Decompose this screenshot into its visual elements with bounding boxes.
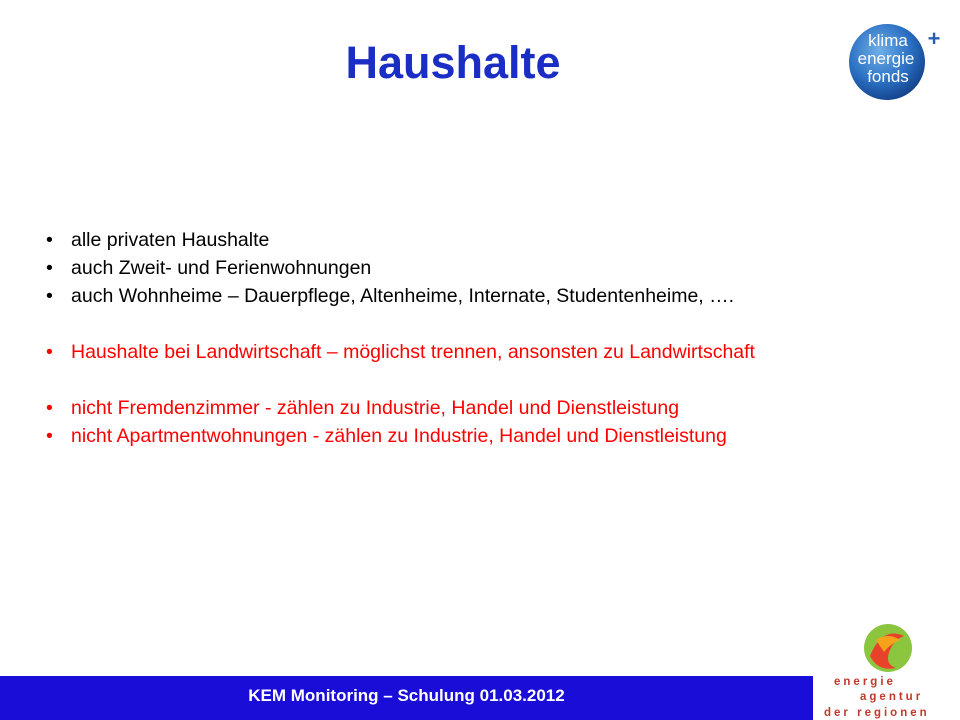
svg-text:energie: energie [857,49,915,68]
svg-text:+: + [927,26,941,51]
slide-title: Haushalte [345,37,561,88]
bullet-item [46,226,926,254]
bullet-spacer [46,366,926,394]
bullet-item [46,282,926,310]
svg-text:fonds: fonds [867,67,909,86]
energie-agentur-logo [824,620,958,720]
bullet-text: alle privaten Haushalte [71,229,270,251]
svg-text:agentur: agentur [860,691,924,703]
svg-text:der regionen: der regionen [824,707,930,719]
bullet-text: auch Zweit- und Ferienwohnungen [71,257,372,279]
footer-text: KEM Monitoring – Schulung 01.03.2012 [248,686,565,705]
klima-energie-fonds-logo [842,22,942,102]
bullet-dot: • [46,229,53,251]
bullet-dot: • [46,257,53,279]
bullet-item [46,338,926,366]
bullet-item [46,254,926,282]
bullet-dot: • [46,397,53,419]
svg-text:energie: energie [834,676,896,688]
bullet-text: auch Wohnheime – Dauerpflege, Altenheime, Internate, Studentenheime, …. [71,285,735,307]
footer-bar [0,676,813,720]
bullet-list [46,226,926,450]
bullet-text: nicht Apartmentwohnungen - zählen zu Industrie, Handel und Dienstleistung [71,425,727,447]
bullet-dot: • [46,285,53,307]
bullet-item [46,394,926,422]
svg-text:klima: klima [868,31,908,50]
bullet-text: nicht Fremdenzimmer - zählen zu Industrie, Handel und Dienstleistung [71,397,680,419]
bullet-spacer [46,310,926,338]
bullet-dot: • [46,341,53,363]
bullet-dot: • [46,425,53,447]
bullet-item [46,422,926,450]
bullet-text: Haushalte bei Landwirtschaft – möglichst trennen, ansonsten zu Landwirtschaft [71,341,755,363]
